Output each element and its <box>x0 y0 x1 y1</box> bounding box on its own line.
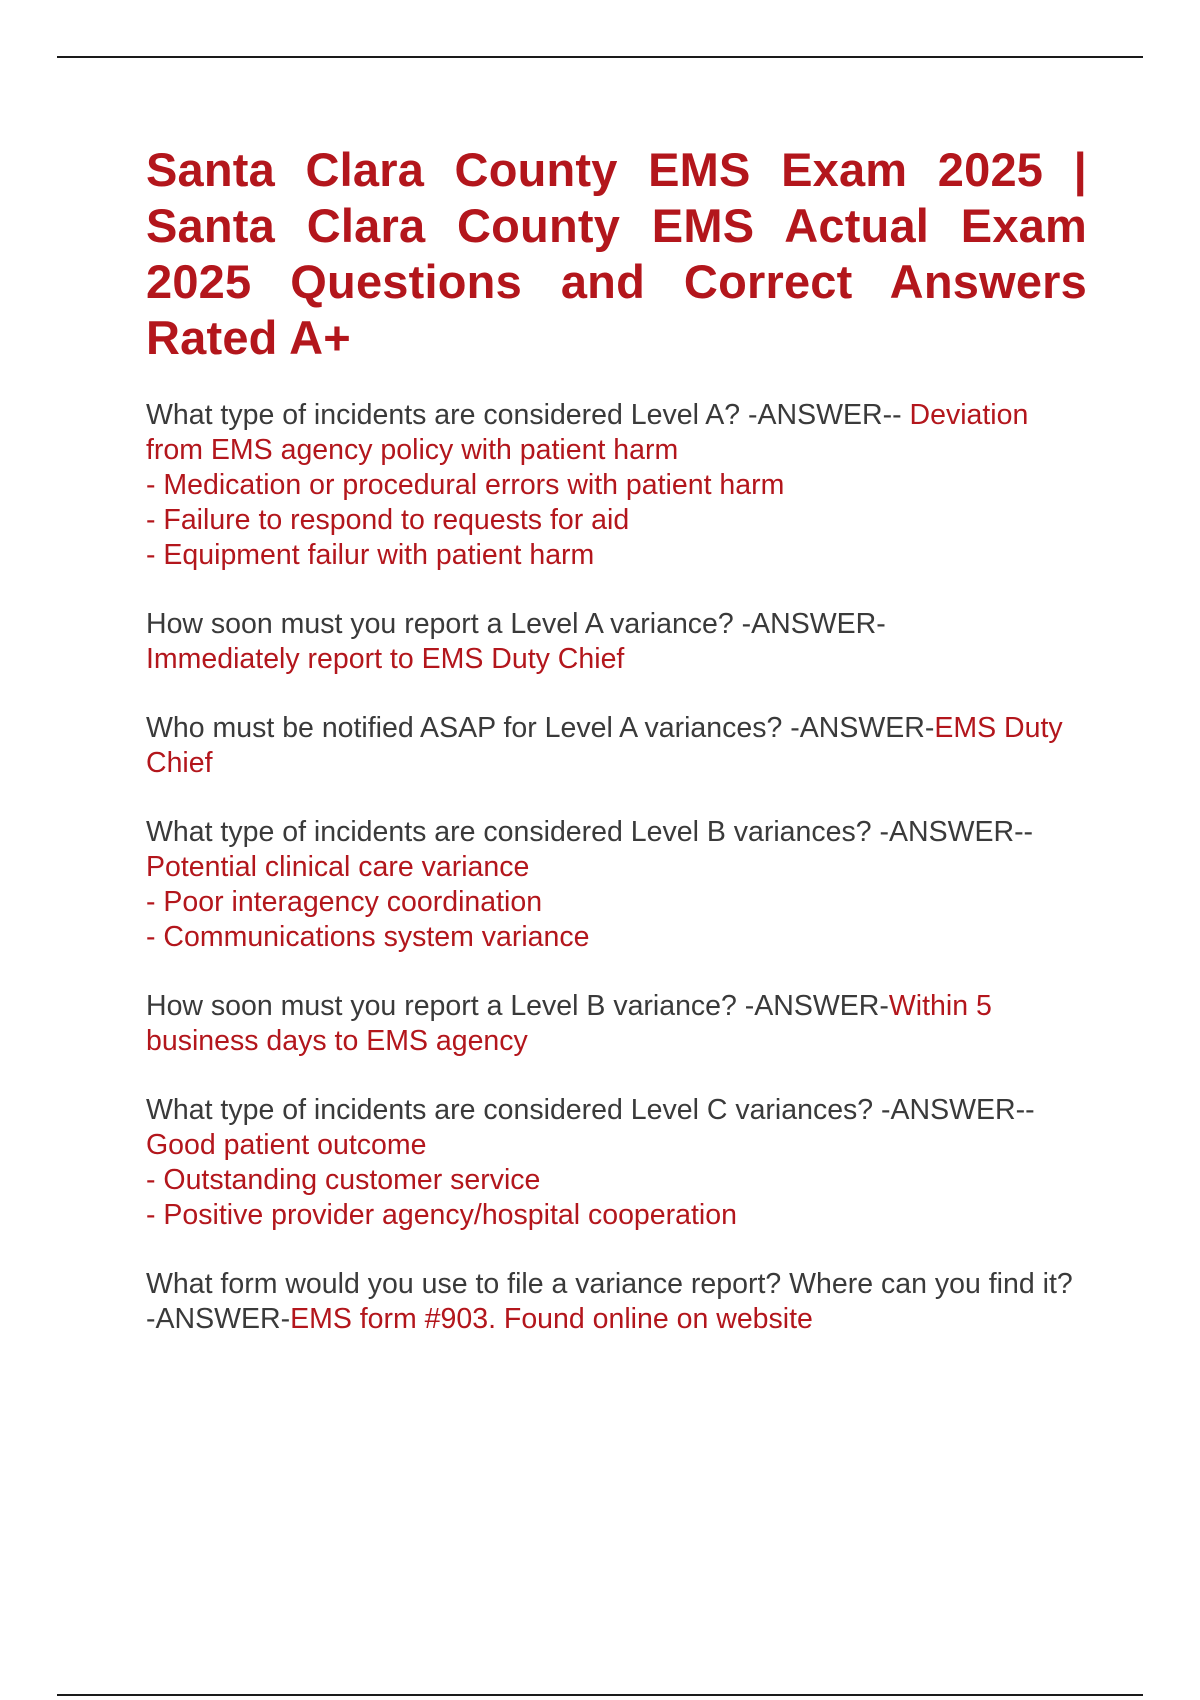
question-text: What form would you use to file a variance report? Where can you find it? -ANSWER- <box>146 1268 1073 1335</box>
top-rule <box>57 56 1143 58</box>
qa-item <box>146 1093 1087 1233</box>
answer-text: Potential clinical care variance <box>146 851 530 883</box>
answer-bullet: - Positive provider agency/hospital cooperation <box>146 1199 737 1231</box>
answer-bullet: - Failure to respond to requests for aid <box>146 504 630 536</box>
answer-text: EMS form #903. Found online on website <box>290 1303 813 1335</box>
answer-text: Deviation from EMS agency policy with patient harm <box>146 399 1029 466</box>
answer-bullet: - Communications system variance <box>146 921 590 953</box>
question-text: What type of incidents are considered Level A? -ANSWER-- <box>146 399 910 431</box>
bottom-rule <box>57 1694 1143 1696</box>
question-text: Who must be notified ASAP for Level A variances? -ANSWER- <box>146 712 935 744</box>
answer-bullet: - Poor interagency coordination <box>146 886 543 918</box>
qa-item <box>146 398 1087 573</box>
answer-text: Good patient outcome <box>146 1129 427 1161</box>
qa-item <box>146 1267 1087 1337</box>
qa-item <box>146 989 1087 1059</box>
answer-bullet: - Equipment failur with patient harm <box>146 539 595 571</box>
question-text: What type of incidents are considered Level C variances? -ANSWER-- <box>146 1094 1035 1126</box>
answer-text: EMS Duty Chief <box>146 712 1063 779</box>
qa-item <box>146 711 1087 781</box>
answer-text: Immediately report to EMS Duty Chief <box>146 643 625 675</box>
document-title: Santa Clara County EMS Exam 2025 | Santa Clara County EMS Actual Exam 2025 Questions and Correct Answers Rated A+ <box>146 143 1087 364</box>
question-text: How soon must you report a Level B variance? -ANSWER- <box>146 990 889 1022</box>
answer-bullet: - Medication or procedural errors with patient harm <box>146 469 785 501</box>
answer-bullet: - Outstanding customer service <box>146 1164 541 1196</box>
document-body <box>146 142 1087 1371</box>
qa-item <box>146 607 1087 677</box>
qa-item <box>146 815 1087 955</box>
question-text: What type of incidents are considered Level B variances? -ANSWER-- <box>146 816 1034 848</box>
answer-text: Within 5 business days to EMS agency <box>146 990 992 1057</box>
question-text: How soon must you report a Level A variance? -ANSWER- <box>146 608 886 640</box>
